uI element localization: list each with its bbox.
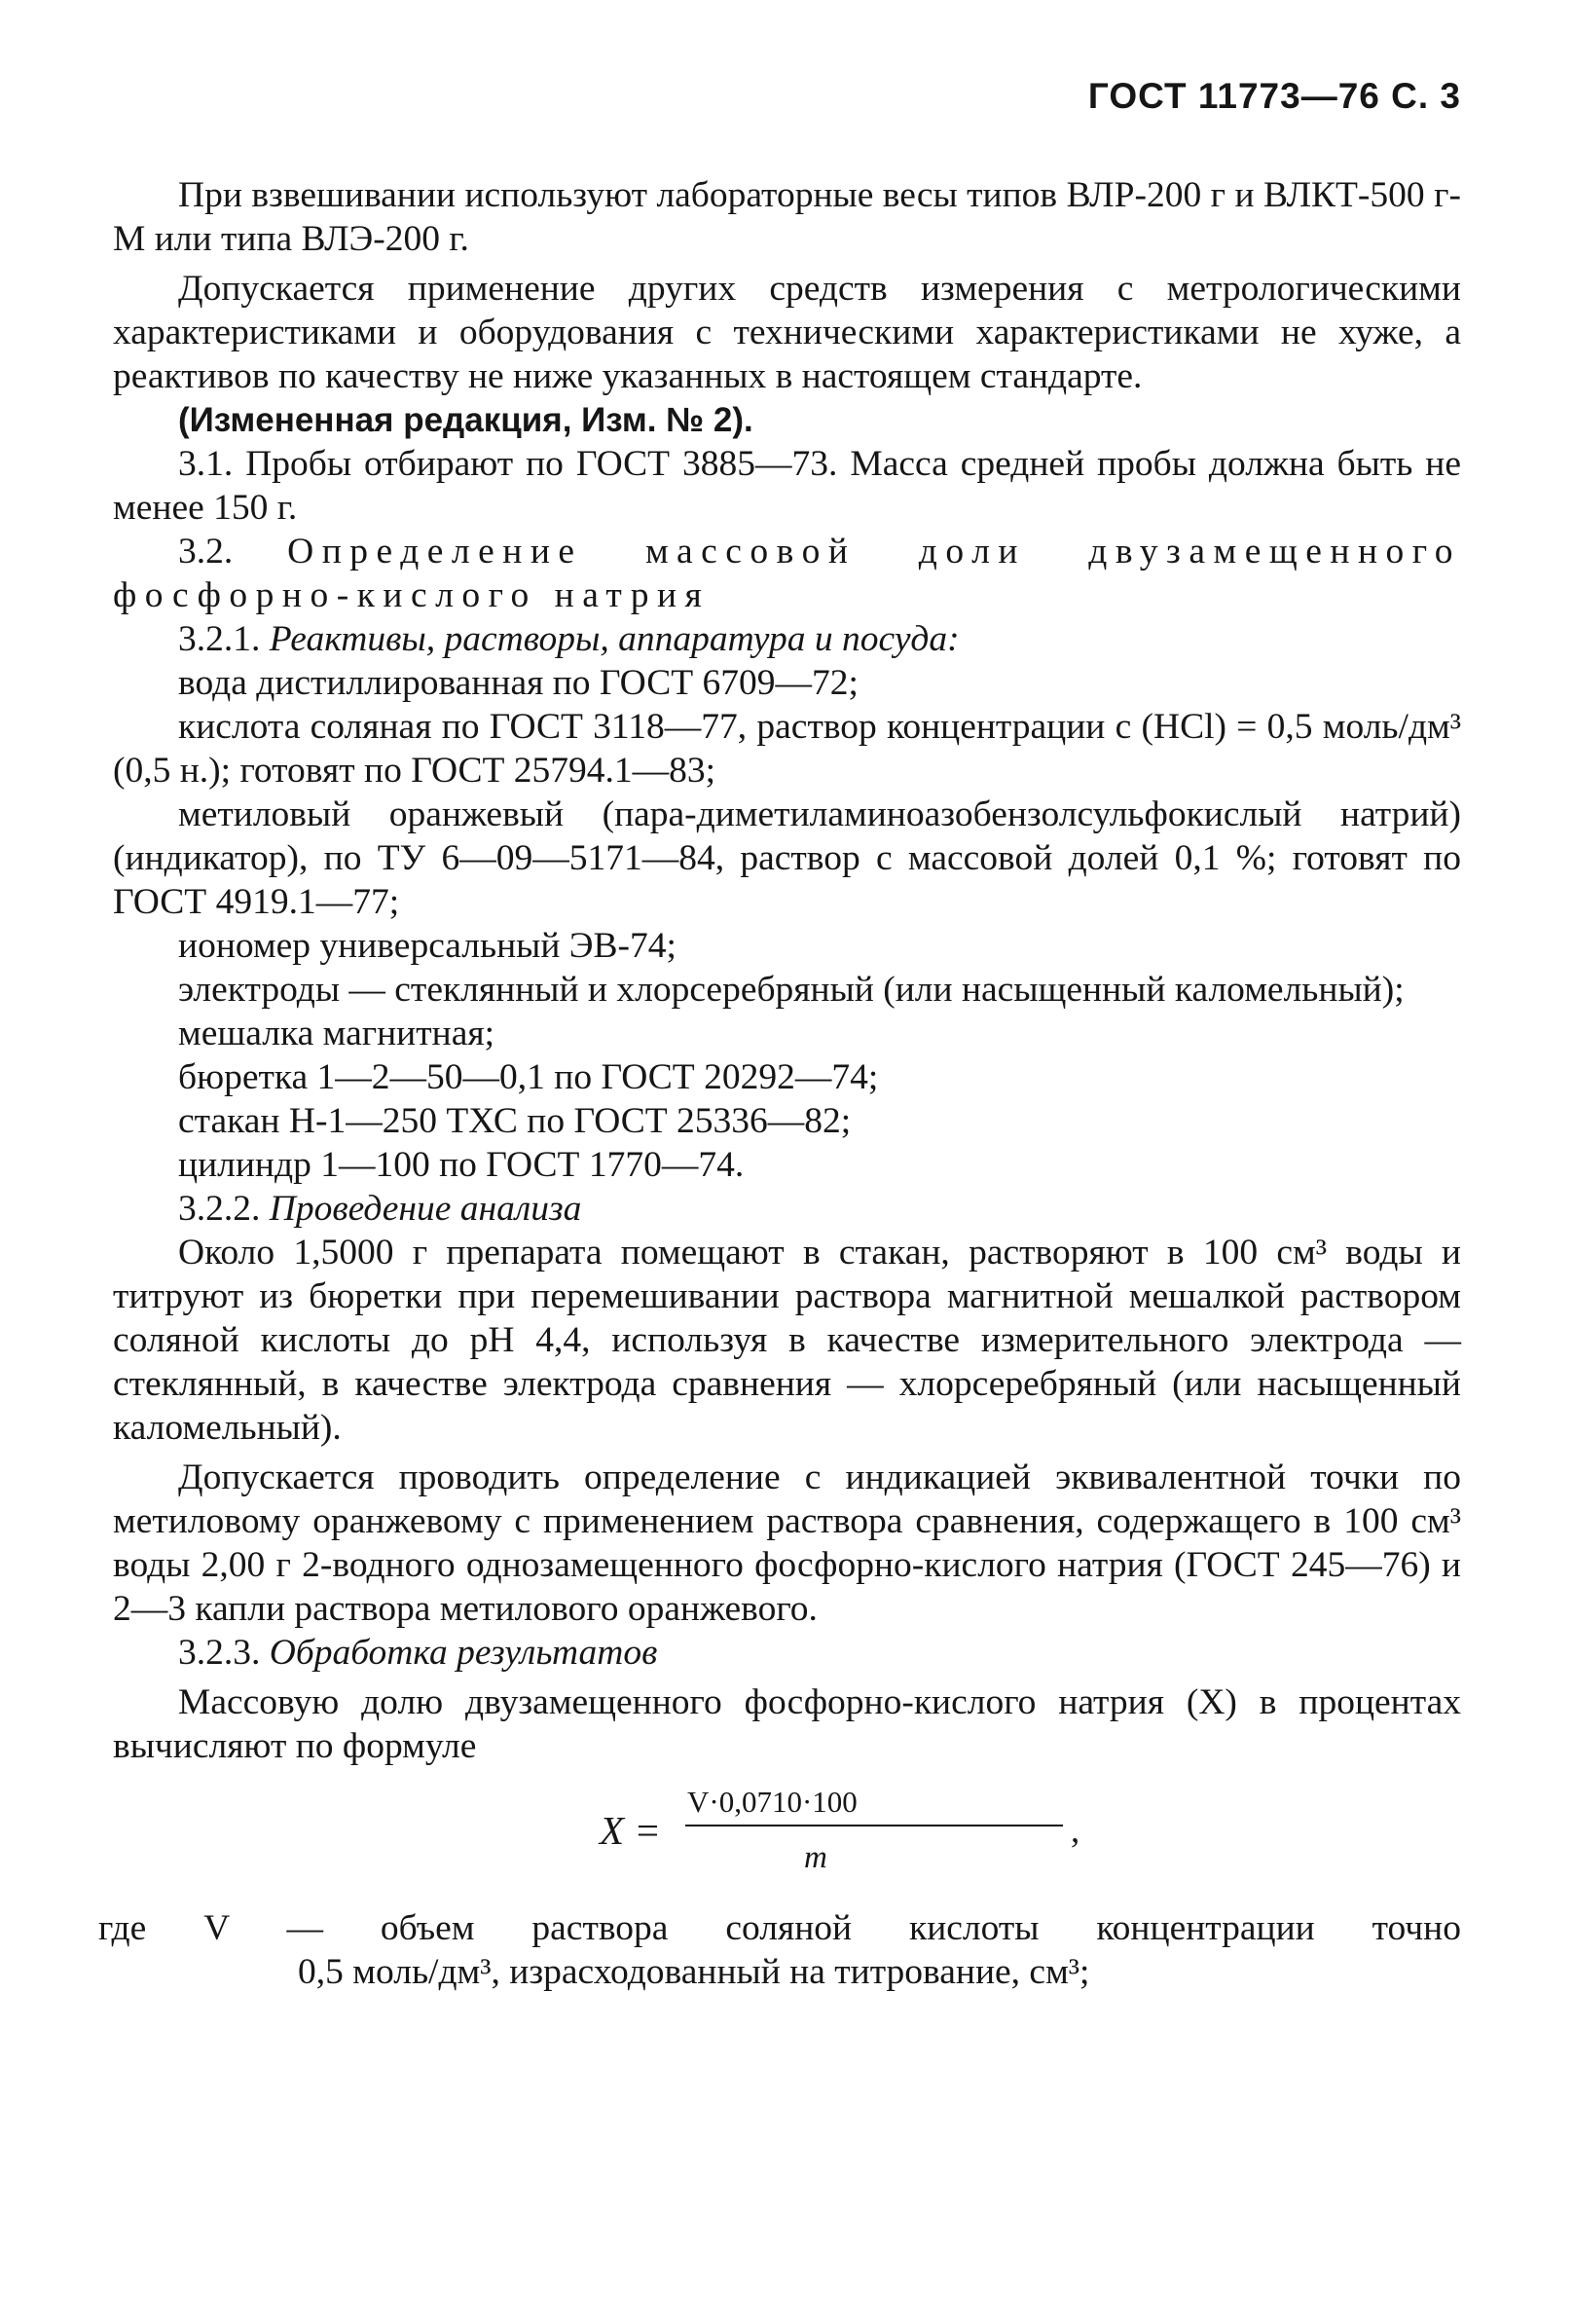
paragraph-alternatives: Допускается применение других средств измерения с метрологическими характеристиками и оборудования с техническими характеристиками не хуже, а реактивов по качеству не ниже указанных в настоящем стандарте. [113,269,1461,396]
heading-3-2-3 [113,1631,1461,1675]
formula-numerator: V·0,0710·100 [687,1785,858,1819]
legend-line-2: 0,5 моль/дм³, израсходованный на титрование, см³; [298,1952,1090,1992]
fraction-bar [685,1825,1063,1826]
formula-denominator: m [804,1840,827,1875]
heading-3-2-number: 3.2. [178,532,234,572]
paragraph-indicator: Допускается проводить определение с индикацией эквивалентной точки по метиловому оранжевому с применением раствора сравнения, содержащего в 100 см³ воды 2,00 г 2-водного однозамещенного фосфорно-кислого натрия (ГОСТ 245—76) и 2—3 капли раствора метилового оранжевого. [113,1457,1461,1629]
amendment-note [113,398,1461,442]
formula-legend [98,1906,1461,1994]
paragraph-analysis: Около 1,5000 г препарата помещают в стакан, растворяют в 100 см³ воды и титруют из бюретки при перемешивании раствора магнитной мешалкой раствором соляной кислоты до pH 4,4, используя в качестве измерительного электрода — стеклянный, в качестве электрода сравнения — хлорсеребряный (или насыщенный каломельный). [113,1233,1461,1448]
document-body [98,173,1461,1994]
formula-trail: , [1071,1811,1080,1851]
list-item: бюретка 1—2—50—0,1 по ГОСТ 20292—74; [178,1057,879,1097]
list-item: кислота соляная по ГОСТ 3118—77, раствор концентрации с (HCl) = 0,5 моль/дм³ (0,5 н.); готовят по ГОСТ 25794.1—83; [113,707,1461,791]
list-item: вода дистиллированная по ГОСТ 6709—72; [178,663,859,703]
list-item: стакан Н-1—250 ТХС по ГОСТ 25336—82; [178,1101,852,1141]
heading-3-2-2 [113,1187,1461,1231]
heading-3-2-1-title: Реактивы, растворы, аппаратура и посуда: [269,619,960,659]
paragraph-weighing: При взвешивании используют лабораторные весы типов ВЛР-200 г и ВЛКТ-500 г-М или типа ВЛЭ-200 г. [113,175,1461,259]
heading-3-2-3-number: 3.2.3. [178,1633,261,1673]
heading-3-2-1-number: 3.2.1. [178,619,261,659]
list-item: иономер универсальный ЭВ-74; [178,926,677,966]
page-header: ГОСТ 11773—76 С. 3 [1087,76,1461,116]
list-item: цилиндр 1—100 по ГОСТ 1770—74. [178,1145,745,1185]
paragraph-calculation: Массовую долю двузамещенного фосфорно-кислого натрия (X) в процентах вычисляют по формуле [113,1682,1461,1766]
heading-3-2 [113,530,1461,617]
legend-line-1: где V — объем раствора соляной кислоты концентрации точно [98,1908,1461,1948]
paragraph-3-1: 3.1. Пробы отбирают по ГОСТ 3885—73. Масса средней пробы должна быть не менее 150 г. [113,444,1461,528]
amendment-text: (Измененная редакция, Изм. № 2). [178,401,753,439]
list-item: мешалка магнитная; [178,1014,495,1053]
list-item: электроды — стеклянный и хлорсеребряный (или насыщенный каломельный); [178,970,1405,1010]
list-item: метиловый оранжевый (пара-диметиламиноазобензолсульфокислый натрий) (индикатор), по ТУ 6—09—5171—84, раствор с массовой долей 0,1 %; готовят по ГОСТ 4919.1—77; [113,794,1461,922]
heading-3-2-2-title: Проведение анализа [269,1189,582,1229]
heading-3-2-2-number: 3.2.2. [178,1189,261,1229]
heading-3-2-3-title: Обработка результатов [269,1633,658,1673]
heading-3-2-title: Определение массовой доли двузамещенного фосфорно-кислого натрия [113,532,1461,615]
formula-lhs: X = [600,1808,661,1853]
reagents-list [113,661,1461,1187]
formula [113,1780,1461,1885]
heading-3-2-1 [113,617,1461,661]
